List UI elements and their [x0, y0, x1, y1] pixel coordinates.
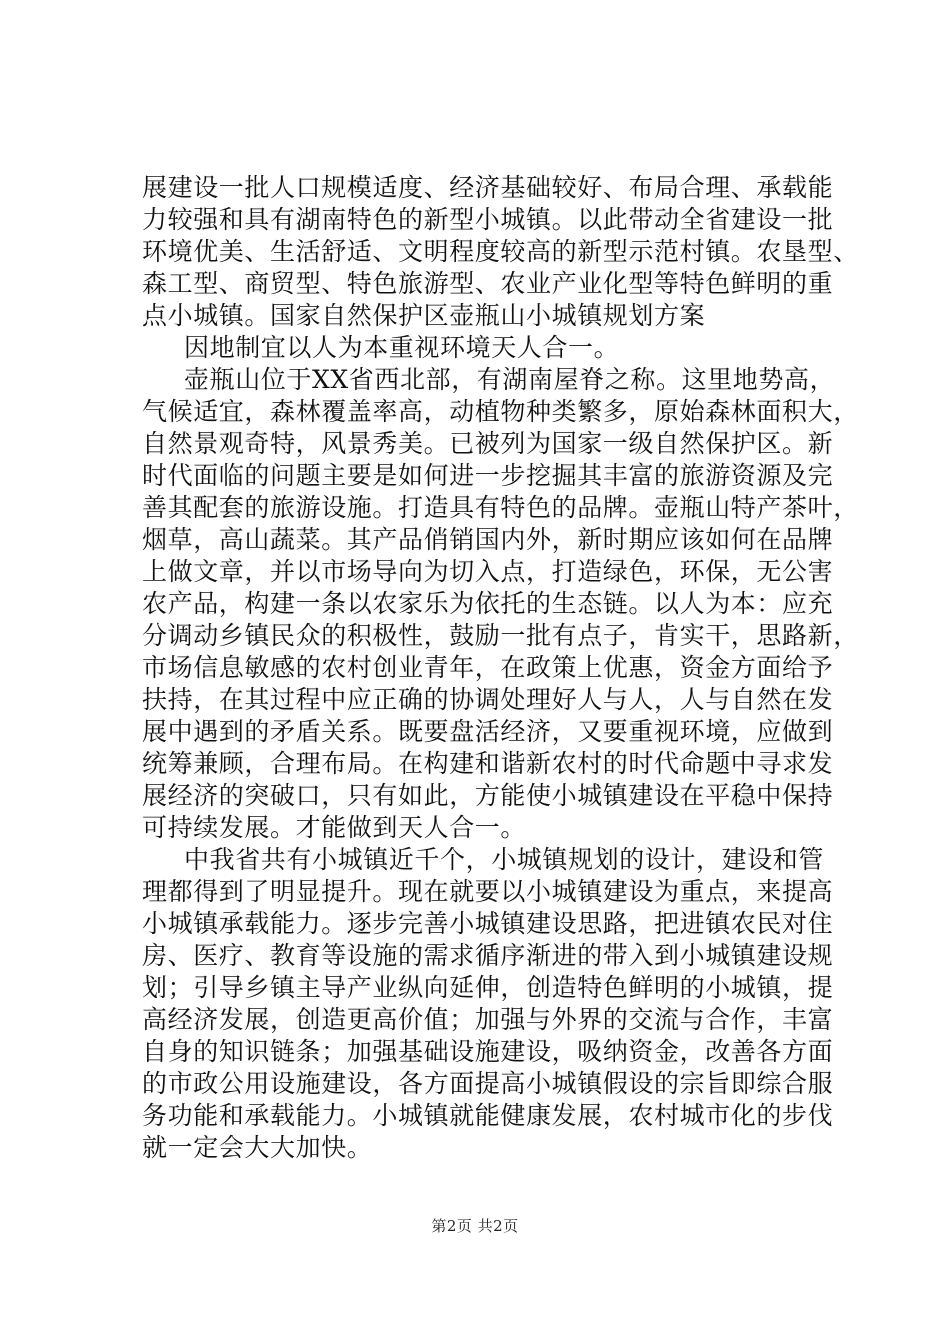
text-line: 环境优美、生活舒适、文明程度较高的新型示范村镇。农垦型、 — [142, 237, 859, 266]
text-line: 烟草，高山蔬菜。其产品俏销国内外，新时期应该如何在品牌 — [142, 525, 834, 554]
text-line: 市场信息敏感的农村创业青年，在政策上优惠，资金方面给予 — [142, 653, 834, 682]
text-line: 理都得到了明显提升。现在就要以小城镇建设为重点，来提高 — [142, 877, 834, 906]
text-line: 上做文章，并以市场导向为切入点，打造绿色，环保，无公害 — [142, 557, 834, 586]
text-line: 统筹兼顾，合理布局。在构建和谐新农村的时代命题中寻求发 — [142, 749, 834, 778]
text-line: 扶持，在其过程中应正确的协调处理好人与人，人与自然在发 — [142, 685, 834, 714]
text-line: 自身的知识链条；加强基础设施建设，吸纳资金，改善各方面 — [142, 1037, 834, 1066]
paragraph-heading: 因地制宜以人为本重视环境天人合一。 — [184, 333, 620, 362]
text-line: 时代面临的问题主要是如何进一步挖掘其丰富的旅游资源及完 — [142, 461, 834, 490]
text-line: 善其配套的旅游设施。打造具有特色的品牌。壶瓶山特产茶叶， — [142, 493, 859, 522]
text-line: 气候适宜，森林覆盖率高，动植物种类繁多，原始森林面积大， — [142, 397, 859, 426]
text-line: 划；引导乡镇主导产业纵向延伸，创造特色鲜明的小城镇，提 — [142, 973, 834, 1002]
text-line: 务功能和承载能力。小城镇就能健康发展，农村城市化的步伐 — [142, 1101, 834, 1130]
text-line: 中我省共有小城镇近千个，小城镇规划的设计，建设和管 — [184, 845, 825, 874]
text-line: 力较强和具有湖南特色的新型小城镇。以此带动全省建设一批 — [142, 205, 834, 234]
text-line: 展中遇到的矛盾关系。既要盘活经济，又要重视环境，应做到 — [142, 717, 834, 746]
text-line: 房、医疗、教育等设施的需求循序渐进的带入到小城镇建设规 — [142, 941, 834, 970]
text-line: 点小城镇。国家自然保护区壶瓶山小城镇规划方案 — [142, 301, 706, 330]
document-body — [142, 172, 859, 1164]
text-line: 农产品，构建一条以农家乐为依托的生态链。以人为本：应充 — [142, 589, 834, 618]
text-line: 高经济发展，创造更高价值；加强与外界的交流与合作，丰富 — [142, 1005, 834, 1034]
page-number-footer: 第2页 共2页 — [431, 1217, 519, 1235]
text-line: 森工型、商贸型、特色旅游型、农业产业化型等特色鲜明的重 — [142, 269, 834, 298]
text-line: 就一定会大大加快。 — [142, 1133, 373, 1162]
text-line: 的市政公用设施建设，各方面提高小城镇假设的宗旨即综合服 — [142, 1069, 834, 1098]
text-line: 小城镇承载能力。逐步完善小城镇建设思路，把进镇农民对住 — [142, 909, 834, 938]
text-line: 壶瓶山位于XX省西北部，有湖南屋脊之称。这里地势高， — [184, 365, 836, 394]
text-line: 可持续发展。才能做到天人合一。 — [142, 813, 527, 842]
text-line: 分调动乡镇民众的积极性，鼓励一批有点子，肯实干，思路新， — [142, 621, 859, 650]
text-line: 自然景观奇特，风景秀美。已被列为国家一级自然保护区。新 — [142, 429, 834, 458]
text-line: 展建设一批人口规模适度、经济基础较好、布局合理、承载能 — [142, 173, 834, 202]
text-line: 展经济的突破口，只有如此，方能使小城镇建设在平稳中保持 — [142, 781, 834, 810]
